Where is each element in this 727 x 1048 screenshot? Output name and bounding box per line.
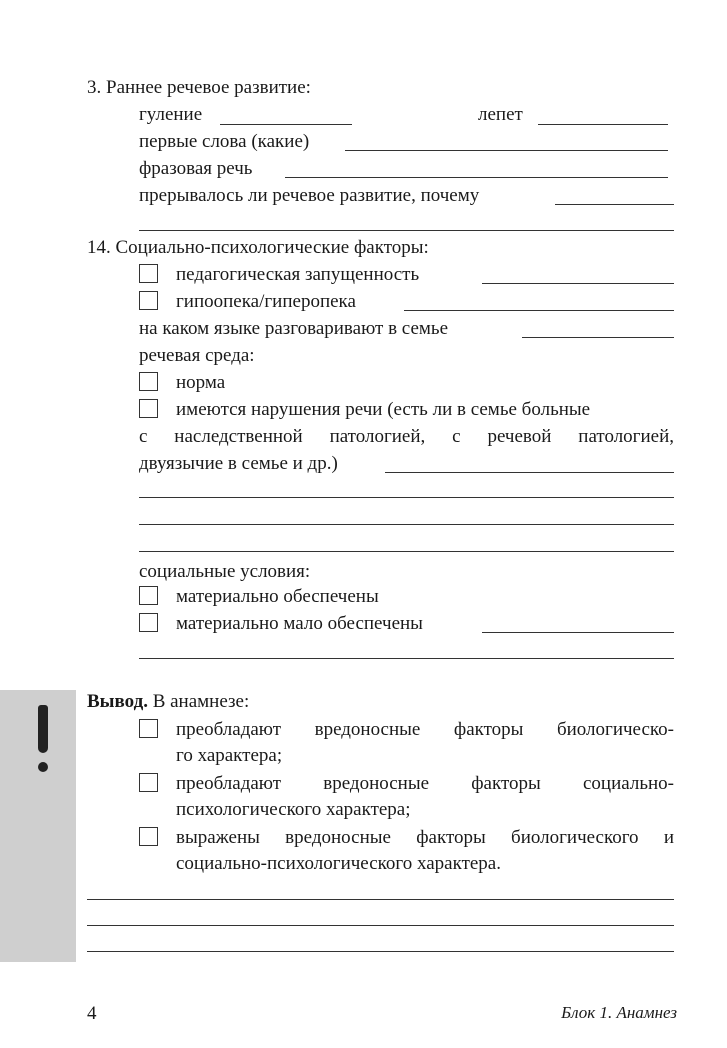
hypo-hyper-field[interactable] — [404, 310, 674, 311]
neglect-field[interactable] — [482, 283, 674, 284]
neglect-label: педагогическая запущенность — [176, 264, 420, 285]
phrase-speech-label: фразовая речь — [139, 158, 253, 179]
biological-checkbox[interactable] — [139, 719, 158, 738]
disorders-field-extra-1[interactable] — [139, 497, 674, 498]
disorders-line1: имеются нарушения речи (есть ли в семье больные — [176, 399, 591, 420]
gulenie-field[interactable] — [220, 124, 352, 125]
social-conditions-label: социальные условия: — [139, 561, 311, 582]
disorders-field-extra-3[interactable] — [139, 551, 674, 552]
lepet-field[interactable] — [538, 124, 668, 125]
disorders-field[interactable] — [385, 472, 674, 473]
language-field[interactable] — [522, 337, 674, 338]
biological-line2: го характера; — [176, 745, 283, 766]
norm-checkbox[interactable] — [139, 372, 158, 391]
hypo-hyper-checkbox[interactable] — [139, 291, 158, 310]
disorders-line3: двуязычие в семье и др.) — [139, 453, 338, 474]
both-line1: выражены вредоносные факторы биологического и — [176, 827, 674, 848]
interrupted-label: прерывалось ли речевое развитие, почему — [139, 185, 480, 206]
well-provided-checkbox[interactable] — [139, 586, 158, 605]
social-line1: преобладают вредоносные факторы социально- — [176, 773, 674, 794]
conclusion-field-2[interactable] — [87, 925, 674, 926]
conclusion-field-3[interactable] — [87, 951, 674, 952]
exclamation-dot-icon — [38, 762, 48, 772]
poorly-provided-field[interactable] — [482, 632, 674, 633]
conclusion-field-1[interactable] — [87, 899, 674, 900]
poorly-provided-label: материально мало обеспечены — [176, 613, 423, 634]
lepet-label: лепет — [478, 104, 523, 125]
gulenie-label: гуление — [139, 104, 203, 125]
disorders-checkbox[interactable] — [139, 399, 158, 418]
phrase-speech-field[interactable] — [285, 177, 668, 178]
language-label: на каком языке разговаривают в семье — [139, 318, 449, 339]
exclamation-icon — [38, 705, 48, 753]
first-words-field[interactable] — [345, 150, 668, 151]
both-checkbox[interactable] — [139, 827, 158, 846]
section-14-title: 14. Социально-психологические факторы: — [87, 237, 429, 258]
social-checkbox[interactable] — [139, 773, 158, 792]
section-13-title: 3. Раннее речевое развитие: — [87, 77, 311, 98]
block-title: Блок 1. Анамнез — [561, 1003, 677, 1022]
poorly-provided-checkbox[interactable] — [139, 613, 158, 632]
disorders-line2: с наследственной патологией, с речевой патологией, — [139, 426, 674, 447]
speech-env-label: речевая среда: — [139, 345, 255, 366]
norm-label: норма — [176, 372, 226, 393]
biological-line1: преобладают вредоносные факторы биологическо- — [176, 719, 674, 740]
well-provided-label: материально обеспечены — [176, 586, 379, 607]
conclusion-heading — [87, 690, 249, 714]
neglect-checkbox[interactable] — [139, 264, 158, 283]
conclusion-label: Вывод. — [87, 691, 148, 712]
poorly-provided-field-extra[interactable] — [139, 658, 674, 659]
social-line2: психологического характера; — [176, 799, 411, 820]
conclusion-intro: В анамнезе: — [147, 691, 250, 712]
page-number: 4 — [87, 1003, 97, 1024]
interrupted-field-extra[interactable] — [139, 230, 674, 231]
both-line2: социально-психологического характера. — [176, 853, 501, 874]
first-words-label: первые слова (какие) — [139, 131, 310, 152]
hypo-hyper-label: гипоопека/гиперопека — [176, 291, 356, 312]
disorders-field-extra-2[interactable] — [139, 524, 674, 525]
interrupted-field[interactable] — [555, 204, 674, 205]
